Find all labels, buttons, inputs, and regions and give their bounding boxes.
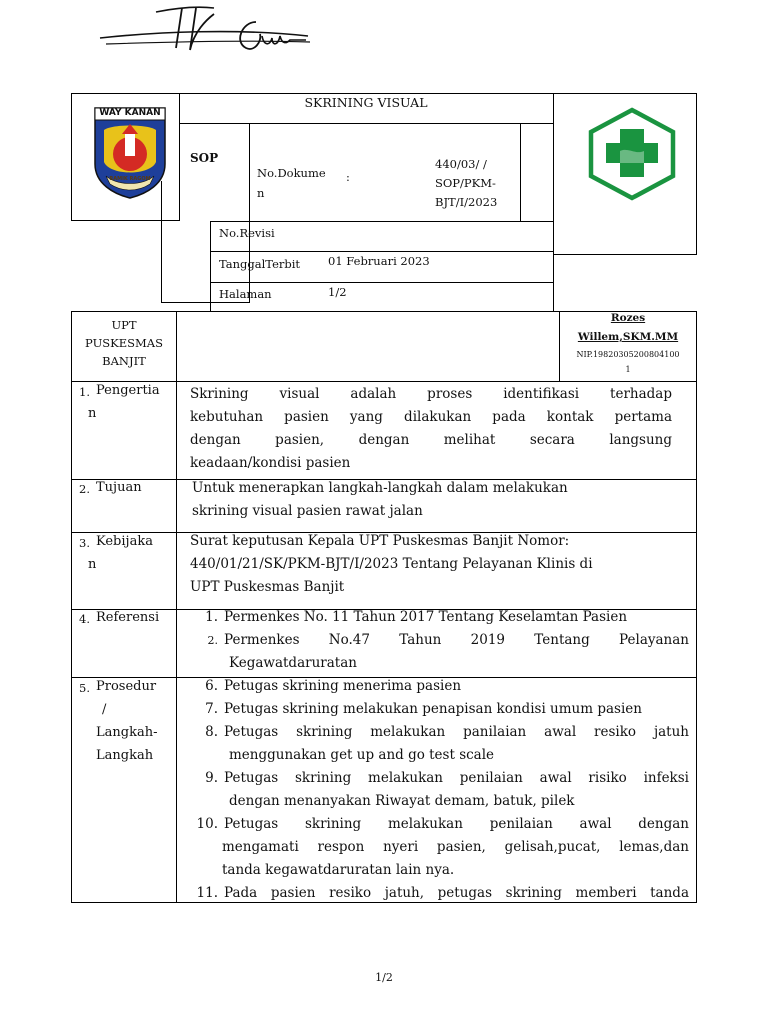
no-dokumen-label-1: No.Dokume [257, 166, 326, 180]
section-1-label-1: Pengertia [96, 383, 160, 398]
signer-nip-2: 1 [625, 365, 631, 374]
section-1-num: 1. [79, 385, 90, 399]
section-5-num: 5. [79, 681, 90, 695]
kebijakan-line: 440/01/21/SK/PKM-BJT/I/2023 Tentang Pelayanan Klinis di [190, 556, 593, 572]
section-3-num: 3. [79, 536, 90, 550]
section-2-label: Tujuan [96, 480, 142, 495]
pengertian-line: dengan pasien, dengan melihat secara langsung [190, 432, 672, 448]
org-line-2: PUSKESMAS [85, 336, 163, 350]
org-line-1: UPT [111, 318, 137, 332]
no-dokumen-label-2: n [257, 186, 265, 200]
section-3-label-2: n [88, 557, 97, 572]
prosedur-item: 6. Petugas skrining menerima pasien [205, 678, 462, 694]
signer-nip-1: NIP.19820305200804100 [576, 350, 680, 359]
kebijakan-line: UPT Puskesmas Banjit [190, 579, 345, 595]
logo-motto: RAMIK RAGOM [109, 176, 151, 182]
tanggal-terbit-label: TanggalTerbit [219, 257, 301, 271]
section-4-num: 4. [79, 612, 90, 626]
prosedur-list [196, 675, 689, 905]
tanggal-terbit-value: 01 Februari 2023 [328, 254, 430, 268]
prosedur-item: 7. Petugas skrining melakukan penapisan kondisi umum pasien [205, 701, 642, 717]
section-5-label-3: Langkah- [96, 725, 158, 740]
prosedur-item: 10. Petugas skrining melakukan penilaian awal dengan [196, 816, 689, 832]
no-dokumen-colon: : [346, 170, 350, 184]
prosedur-item-cont: dengan menanyakan Riwayat demam, batuk, pilek [229, 793, 575, 809]
section-1-label-2: n [88, 406, 97, 421]
health-cross-logo [586, 107, 678, 201]
signer-name-1: Rozes [610, 312, 646, 324]
org-line-3: BANJIT [102, 354, 146, 368]
pengertian-line: Skrining visual adalah proses identifikasi terhadap [190, 386, 672, 402]
referensi-item: 1. Permenkes No. 11 Tahun 2017 Tentang Keselamtan Pasien [205, 609, 628, 625]
section-5-label-4: Langkah [96, 748, 154, 763]
prosedur-item-cont: menggunakan get up and go test scale [229, 747, 495, 763]
section-5-label-1: Prosedur [96, 679, 157, 694]
pengertian-line: keadaan/kondisi pasien [190, 455, 351, 471]
pengertian-text [190, 383, 672, 475]
no-dokumen-value-2: SOP/PKM- [435, 176, 496, 190]
no-dokumen-value-3: BJT/I/2023 [435, 195, 498, 209]
section-5-label-2: / [102, 702, 107, 717]
halaman-value: 1/2 [328, 285, 347, 299]
page-number: 1/2 [375, 971, 393, 984]
referensi-item-cont: Kegawatdaruratan [229, 655, 357, 671]
prosedur-item-cont: tanda kegawatdaruratan lain nya. [222, 862, 455, 878]
section-4-label: Referensi [96, 610, 160, 625]
kebijakan-text [190, 530, 672, 599]
sop-title: SKRINING VISUAL [304, 95, 428, 110]
sop-label: SOP [190, 151, 219, 165]
signer-name-2: Willem,SKM.MM [577, 331, 679, 343]
prosedur-item: 8. Petugas skrining melakukan panilaian awal resiko jatuh [205, 724, 689, 740]
pengertian-line: kebutuhan pasien yang dilakukan pada kontak pertama [190, 409, 672, 425]
prosedur-item: 9. Petugas skrining melakukan penilaian awal risiko infeksi [205, 770, 689, 786]
no-dokumen-value-1: 440/03/ / [435, 157, 487, 171]
section-2-num: 2. [79, 482, 90, 496]
kebijakan-line: Surat keputusan Kepala UPT Puskesmas Banjit Nomor: [190, 533, 570, 549]
tujuan-text [192, 477, 652, 523]
prosedur-item: 11. Pada pasien resiko jatuh, petugas skrining memberi tanda [196, 885, 689, 901]
tujuan-line: Untuk menerapkan langkah-langkah dalam melakukan [192, 480, 568, 496]
signature [96, 2, 316, 54]
referensi-item: 2. Permenkes No.47 Tahun 2019 Tentang Pelayanan [207, 632, 689, 648]
section-3-label-1: Kebijaka [96, 534, 153, 549]
logo-label: WAY KANAN [99, 108, 161, 118]
no-revisi-label: No.Revisi [219, 226, 275, 240]
halaman-label: Halaman [219, 287, 272, 301]
way-kanan-logo [92, 106, 168, 200]
tujuan-line: skrining visual pasien rawat jalan [192, 503, 423, 519]
prosedur-item-cont: mengamati respon nyeri pasien, gelisah,pucat, lemas,dan [222, 839, 689, 855]
referensi-list [196, 606, 689, 675]
